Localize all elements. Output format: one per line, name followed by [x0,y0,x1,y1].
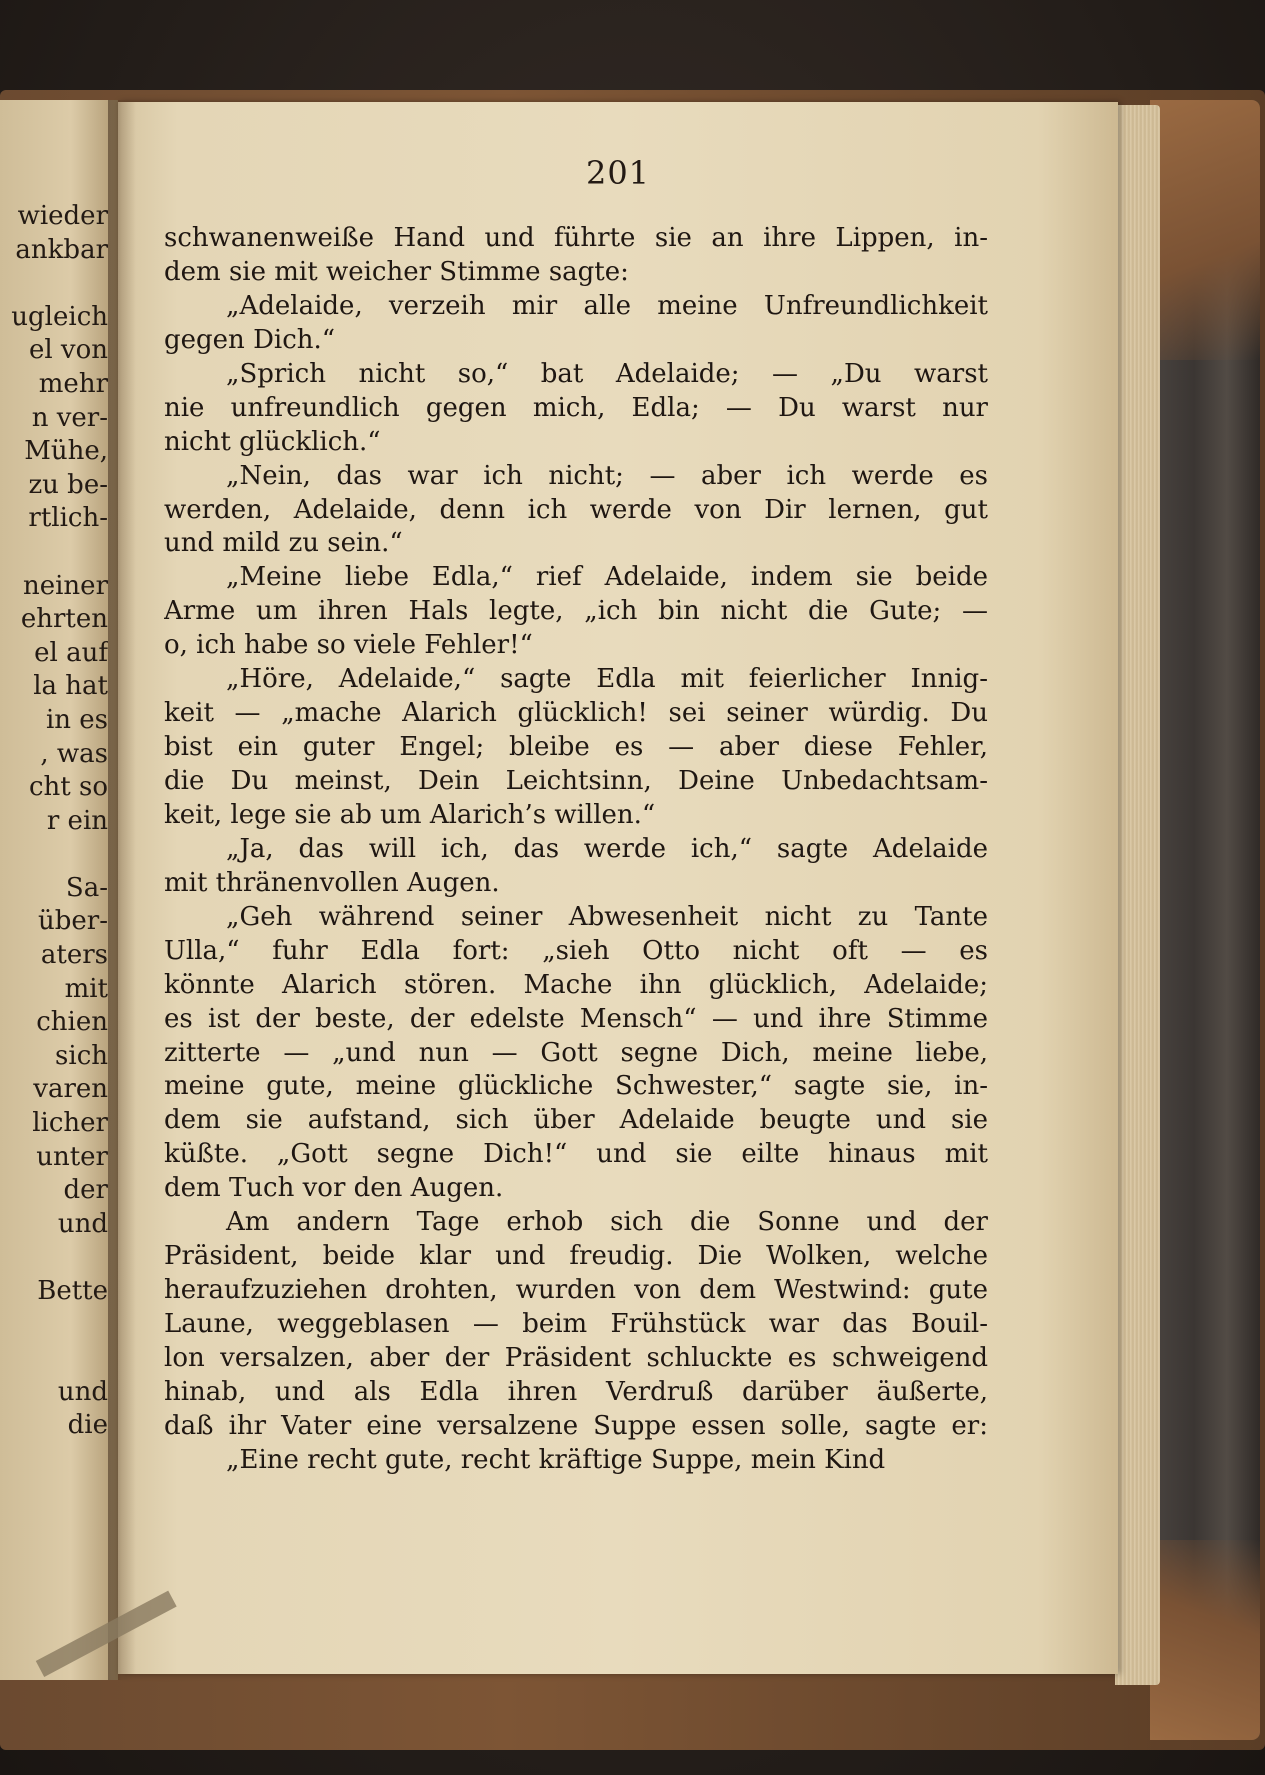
page-edges [1115,105,1160,1685]
text-line: dem sie mit weicher Stimme sagte: [164,256,629,287]
text-line: „Adelaide, verzeih mir alle meine Unfreundlichkeit [226,290,988,321]
left-page-line: in es [45,704,108,735]
text-line: dem Tuch vor den Augen. [164,1173,504,1204]
left-page-line: ehrten [20,604,108,635]
left-page-line: Bette [37,1276,108,1306]
text-line: keit, lege sie ab um Alarich’s willen.“ [164,799,656,830]
left-page-line: neiner [22,570,108,601]
text-line: nicht glücklich.“ [164,426,381,457]
left-page-line [0,1309,108,1343]
left-page-line: mit [64,973,108,1004]
text-line: schwanenweiße Hand und führte sie an ihre Lippen, in- [164,223,988,253]
right-page [118,102,1118,1674]
text-line: gegen Dich.“ [164,324,336,355]
left-page-text [0,200,108,1443]
left-page-line: unter [36,1141,108,1172]
left-page [0,100,118,1680]
left-page-line: wieder [17,201,108,231]
left-page-line [0,1342,108,1376]
text-line: meine gute, meine glückliche Schwester,“ sagte sie, in- [164,1071,988,1102]
left-page-line: ugleich [11,301,108,332]
left-page-line [0,536,108,570]
left-page-line: mehr [38,368,108,399]
left-page-line: el von [28,335,108,366]
text-line: Ulla,“ fuhr Edla fort: „sieh Otto nicht oft — es [164,935,988,966]
text-line: „Meine liebe Edla,“ rief Adelaide, indem sie beide [226,562,988,593]
left-page-line [0,1241,108,1275]
text-line: heraufzuziehen drohten, wurden von dem Westwind: gute [164,1275,988,1306]
left-page-line: die [67,1410,108,1441]
left-page-line: der [63,1175,108,1206]
text-line: die Du meinst, Dein Leichtsinn, Deine Unbedachtsam- [164,766,988,796]
text-line: werden, Adelaide, denn ich werde von Dir lernen, gut [164,494,988,525]
left-page-line: n ver- [31,402,108,433]
left-page-line: aters [40,940,108,971]
left-page-line: varen [33,1074,108,1105]
left-page-line [0,267,108,301]
left-page-line: Sa- [65,872,108,903]
left-page-line: über- [38,906,108,937]
left-page-line: zu be- [28,469,108,500]
text-line: „Sprich nicht so,“ bat Adelaide; — „Du warst [226,358,988,389]
text-line: bist ein guter Engel; bleibe es — aber diese Fehler, [164,732,988,763]
left-page-line: el auf [34,637,108,668]
left-page-line [0,838,108,872]
text-line: Am andern Tage erhob sich die Sonne und der [226,1207,988,1238]
text-line: es ist der beste, der edelste Mensch“ — und ihre Stimme [164,1003,988,1034]
left-page-line: chien [36,1007,108,1038]
text-line: küßte. „Gott segne Dich!“ und sie eilte hinaus mit [164,1139,988,1170]
text-line: hinab, und als Edla ihren Verdruß darüber äußerte, [164,1376,988,1407]
left-page-line: cht so [28,772,108,803]
page-number: 201 [585,154,651,192]
left-page-line: rtlich- [28,503,108,534]
left-page-line: und [57,1208,108,1239]
left-page-line: r ein [46,805,108,836]
text-line: „Höre, Adelaide,“ sagte Edla mit feierlicher Innig- [226,664,988,695]
left-page-line: la hat [33,671,108,702]
text-line: könnte Alarich stören. Mache ihn glücklich, Adelaide; [164,969,988,1000]
text-line: „Eine recht gute, recht kräftige Suppe, mein Kind [226,1444,886,1475]
text-line: daß ihr Vater eine versalzene Suppe essen solle, sagte er: [164,1410,988,1441]
left-page-line: ankbar [15,234,108,265]
left-page-line: , was [40,738,108,769]
text-line: keit — „mache Alarich glücklich! sei seiner würdig. Du [164,698,988,729]
text-line: „Geh während seiner Abwesenheit nicht zu Tante [226,901,988,932]
left-page-line: und [57,1376,108,1407]
text-line: lon versalzen, aber der Präsident schluckte es schweigend [164,1342,988,1373]
text-line: mit thränenvollen Augen. [164,867,500,898]
left-page-line: Mühe, [24,436,108,467]
text-line: Arme um ihren Hals legte, „ich bin nicht die Gute; — [164,596,988,627]
text-line: und mild zu sein.“ [164,528,403,559]
text-line: zitterte — „und nun — Gott segne Dich, meine liebe, [164,1037,988,1068]
text-line: o, ich habe so viele Fehler!“ [164,630,533,661]
text-line: Laune, weggeblasen — beim Frühstück war das Bouil- [164,1309,988,1339]
leather-corner-top [1150,100,1260,360]
text-line: Präsident, beide klar und freudig. Die Wolken, welche [164,1241,988,1272]
left-page-line: licher [32,1108,108,1139]
page-body-text [164,222,988,1478]
text-line: „Nein, das war ich nicht; — aber ich werde es [226,460,988,491]
text-line: nie unfreundlich gegen mich, Edla; — Du warst nur [164,392,988,423]
text-line: „Ja, das will ich, das werde ich,“ sagte Adelaide [226,833,988,864]
text-line: dem sie aufstand, sich über Adelaide beugte und sie [164,1105,988,1136]
leather-corner-bottom [1150,1540,1260,1740]
left-page-line: sich [55,1040,108,1071]
spine-shadow [108,100,136,1680]
